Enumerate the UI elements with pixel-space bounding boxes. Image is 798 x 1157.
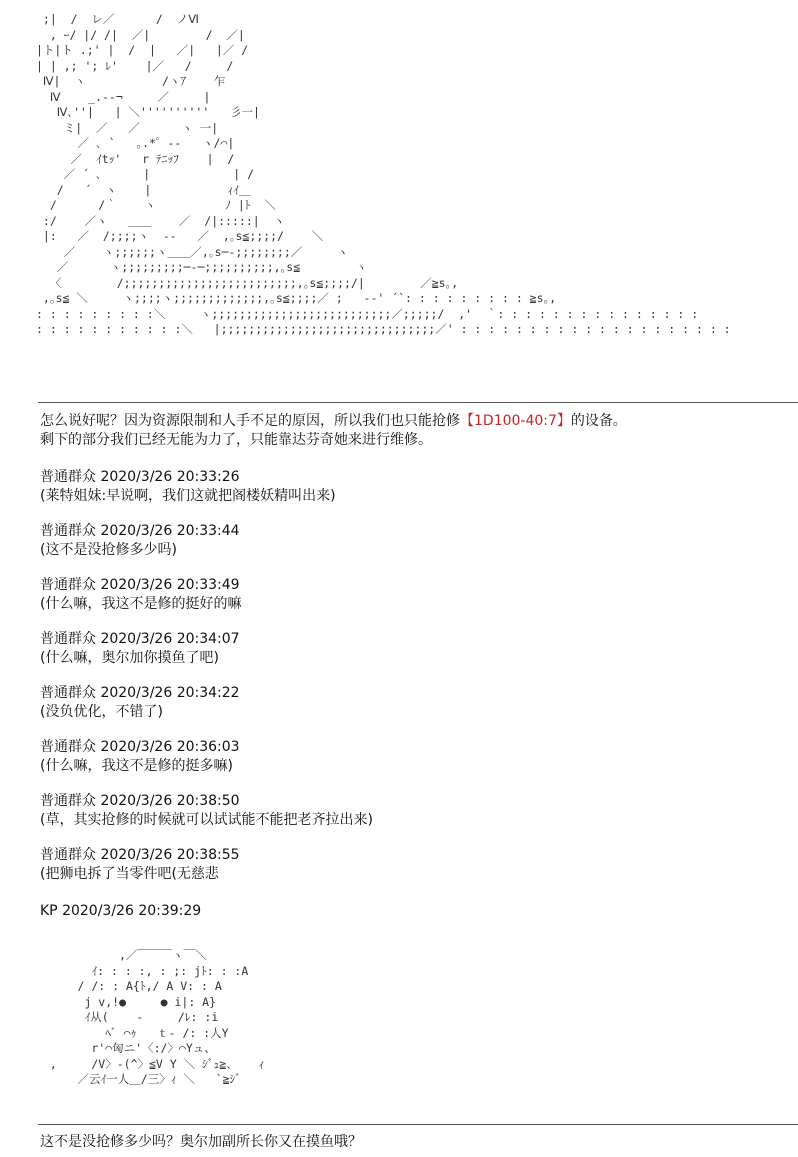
ascii-art-character-face: ,／￣￣￣ヽ￣＼ ｲ: : : :, : ;: jﾄ: : :A / /: : A{ﾄ,/ A V: : A j v,!● ● i|: A} ｲ从( - /ﾚ: :i ﾍﾞ ⌒ｩ ｔ- /: :人Y r'⌒匈ニ'〈:/〉⌒Yュ、 , /V〉-(^〉≦V Y ＼ ｼﾞｭ≧、 ｨ ／云ｲ一人＿/三〉ｨ ＼ `≧ｼﾞ <box>49 948 265 1086</box>
message-text: (把狮电拆了当零件吧(无慈悲 <box>40 866 219 882</box>
message-text: (莱特姐妹:早说啊，我们这就把阁楼妖精叫出来) <box>40 488 336 504</box>
message-author: 普通群众 <box>40 685 96 701</box>
dice-roll-result: 1D100-40:7 <box>474 413 557 429</box>
message-time: 2020/3/26 20:36:03 <box>100 739 240 755</box>
narration-text: 怎么说好呢？因为资源限制和人手不足的原因，所以我们也只能抢修 <box>40 413 460 429</box>
dice-bracket-close: 】 <box>556 413 571 429</box>
message-author: 普通群众 <box>40 847 96 863</box>
divider-top <box>38 402 798 403</box>
ascii-art-character-portrait: ;| / レ／ / ノⅥ , ｰ/ |/ /| ／| / ／| |ト|ト .;' | / | ／| |／ / | | ,; '; ﾚ' |／ / / Ⅳ| ヽ /ヽｱ 乍 Ⅳ _.-‐¬ ／ | Ⅳ､''| | ＼'''''''''' 彡一| ミ| ／ ／ ヽ 一| ／ ､ ` ｡.*゜‐‐ ヽ/⌒| ／ ｲtｯ' r ﾃﾆｯﾌ | / ／ ´ ､ | | / / ´ ヽ | ｨｲ＿ / /｀ ヽ ﾉ |ﾄ ＼ :/ ／ヽ ＿＿ ／ /|:::::| ヽ |: ／ /;;;;ヽ ‐‐ ／ ,｡s≦;;;;/ ＼ ／ ヽ;;;;;;ヽ＿＿／,｡s─‐;;;;;;;;／ ヽ ／ ヽ;;;;;;;;;─‐─;;;;;;;;;;,｡s≦ ヽ 〈 /;;;;;;;;;;;;;;;;;;;;;;;;;,｡s≦;;;;/| ／≧s｡, ,｡s≦ ＼ ヽ;;;;ヽ;;;;;;;;;;;;;,｡s≦;;;;／ ; ‐‐' ´`: : : : : : : : : ≧s｡, : : : : : : : : :＼ ヽ;;;;;;;;;;;;;;;;;;;;;;;;;;／;;;;;/ ,' ｀: : : : : : : : : : : : : : : : : : : : : : : : : :＼ |;;;;;;;;;;;;;;;;;;;;;;;;;;;;;;;／' : : : : : : : : : : : : : : : : : : : : <box>36 12 731 336</box>
message-author: 普通群众 <box>40 631 96 647</box>
narration-line-1 <box>40 412 627 430</box>
message-time: 2020/3/26 20:33:26 <box>100 469 240 485</box>
message-header <box>40 738 240 756</box>
message-time: 2020/3/26 20:33:44 <box>100 523 240 539</box>
message-author: 普通群众 <box>40 577 96 593</box>
message-text: (什么嘛，奥尔加你摸鱼了吧) <box>40 650 219 666</box>
message-author: 普通群众 <box>40 523 96 539</box>
closing-line: 这不是没抢修多少吗？奥尔加副所长你又在摸鱼哦？ <box>40 1134 362 1150</box>
kp-author: KP <box>40 903 58 919</box>
message-text: (什么嘛，我这不是修的挺多嘛) <box>40 758 233 774</box>
message-author: 普通群众 <box>40 793 96 809</box>
kp-message-header <box>40 902 201 920</box>
message-time: 2020/3/26 20:38:50 <box>100 793 240 809</box>
message-time: 2020/3/26 20:34:07 <box>100 631 240 647</box>
message-time: 2020/3/26 20:34:22 <box>100 685 240 701</box>
narration-line-2: 剩下的部分我们已经无能为力了，只能靠达芬奇她来进行维修。 <box>40 432 432 448</box>
dice-bracket-open: 【 <box>460 413 474 429</box>
message-text: (没负优化，不错了) <box>40 704 163 720</box>
message-author: 普通群众 <box>40 739 96 755</box>
message-time: 2020/3/26 20:33:49 <box>100 577 240 593</box>
message-header <box>40 576 240 594</box>
message-text: (什么嘛，我这不是修的挺好的嘛 <box>40 596 242 612</box>
message-header <box>40 522 240 540</box>
message-header <box>40 468 240 486</box>
divider-bottom <box>38 1124 798 1125</box>
message-header <box>40 846 240 864</box>
message-time: 2020/3/26 20:38:55 <box>100 847 240 863</box>
kp-time: 2020/3/26 20:39:29 <box>62 903 202 919</box>
message-header <box>40 630 240 648</box>
message-author: 普通群众 <box>40 469 96 485</box>
message-text: (这不是没抢修多少吗) <box>40 542 177 558</box>
message-text: (草，其实抢修的时候就可以试试能不能把老齐拉出来) <box>40 812 373 828</box>
narration-text-end: 的设备。 <box>570 413 627 429</box>
message-header <box>40 792 240 810</box>
message-header <box>40 684 240 702</box>
